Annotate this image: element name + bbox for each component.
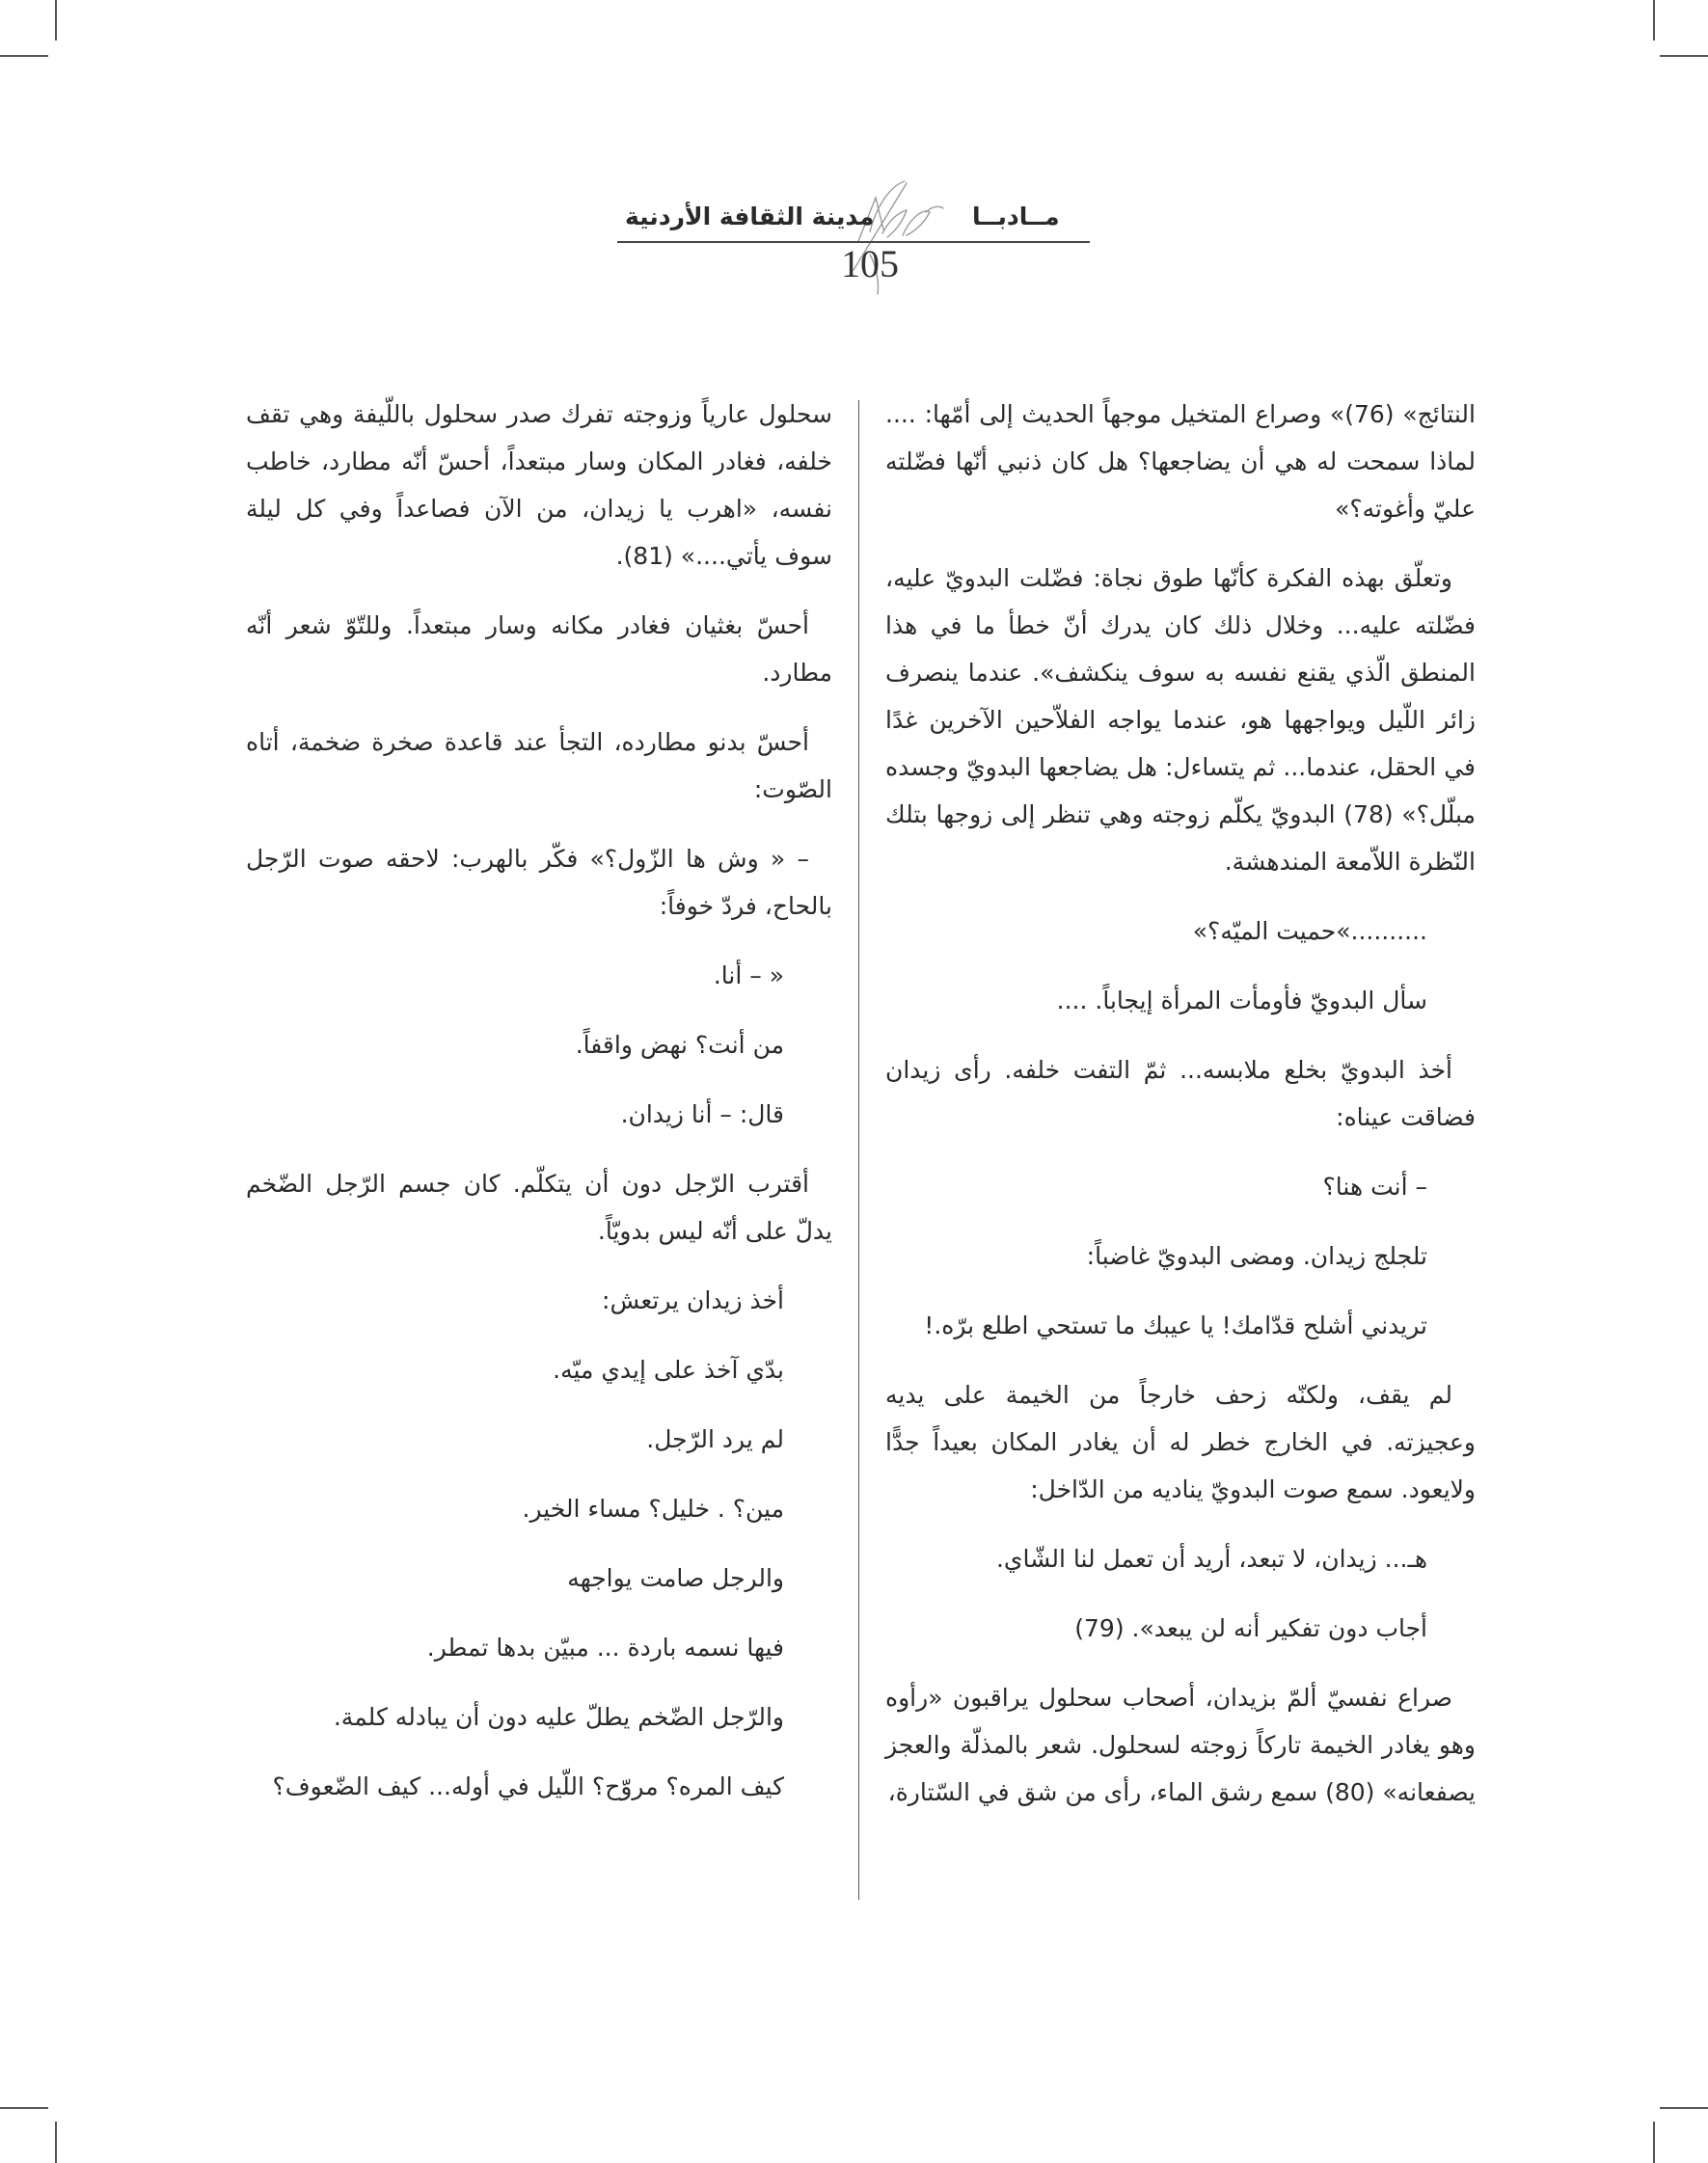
header-madaba-title: مــادبــا	[972, 203, 1060, 230]
paragraph: – أنت هنا؟	[1322, 1173, 1427, 1201]
paragraph: وتعلّق بهذه الفكرة كأنّها طوق نجاة: فضّلت البدويّ عليه، فضّلته عليه... وخلال ذلك كان يدرك أنّ خطأ ما في هذا المنطق الّذي يقنع نفسه به سوف ينكشف». عندما ينصرف زائر اللّيل ويواجهها هو، عندما يواجه الفلاّحين الآخرين غدًا في الحقل، عندما... ثم يتساءل: هل يضاجعها البدويّ وجسده مبلّل؟» (78) البدويّ يكلّم زوجته وهي تنظر إلى زوجها بتلك النّظرة اللاّمعة المندهشة.	[885, 564, 1476, 876]
paragraph: لم يقف، ولكنّه زحف خارجاً من الخيمة على يديه وعجيزته. في الخارج خطر له أن يغادر المكان بعيداً جدًّا ولايعود. سمع صوت البدويّ يناديه من الدّاخل:	[885, 1381, 1476, 1503]
crop-mark	[55, 2122, 57, 2163]
crop-mark	[1660, 55, 1708, 57]
crop-mark	[1660, 2107, 1708, 2109]
paragraph: سأل البدويّ فأومأت المرأة إيجاباً. ....	[1056, 987, 1427, 1014]
header-city-title: مدينة الثقافة الأردنية	[625, 203, 875, 230]
paragraph: سحلول عارياً وزوجته تفرك صدر سحلول باللّيفة وهي تقف خلفه، فغادر المكان وسار مبتعداً، أحسّ أنّه مطارد، خاطب نفسه، «اهرب يا زيدان، من الآن فصاعداً وفي كل ليلة سوف يأتي....» (81).	[246, 400, 832, 570]
running-header	[617, 174, 1099, 328]
paragraph: فيها نسمه باردة ... مبيّن بدها تمطر.	[426, 1634, 784, 1662]
paragraph: هـ... زيدان، لا تبعد، أريد أن تعمل لنا الشّاي.	[995, 1545, 1427, 1573]
right-text-column	[885, 391, 1476, 1838]
paragraph: صراع نفسيّ ألمّ بزيدان، أصحاب سحلول يراقبون «رأوه وهو يغادر الخيمة تاركاً زوجته لسحلول. شعر بالمذلّة والعجز يصفعانه» (80) سمع رشق الماء، رأى من شق في السّتارة،	[885, 1684, 1476, 1806]
crop-mark	[0, 55, 48, 57]
paragraph: مين؟ . خليل؟ مساء الخير.	[522, 1495, 784, 1523]
paragraph: تلجلج زيدان. ومضى البدويّ غاضباً:	[1086, 1242, 1427, 1270]
paragraph: أخذ البدويّ بخلع ملابسه... ثمّ التفت خلفه. رأى زيدان فضاقت عيناه:	[885, 1056, 1476, 1131]
paragraph: والرّجل الضّخم يطلّ عليه دون أن يبادله كلمة.	[333, 1703, 784, 1731]
paragraph: قال: – أنا زيدان.	[620, 1100, 784, 1128]
paragraph: بدّي آخذ على إيدي ميّه.	[553, 1356, 784, 1384]
paragraph: أحسّ بدنو مطارده، التجأ عند قاعدة صخرة ضخمة، أتاه الصّوت:	[246, 728, 832, 803]
paragraph: ..........»حميت الميّه؟»	[1192, 917, 1427, 945]
paragraph: والرجل صامت يواجهه	[567, 1564, 784, 1592]
paragraph: النتائج» (76)» وصراع المتخيل موجهاً الحديث إلى أمّها: .... لماذا سمحت له هي أن يضاجعها؟ هل كان ذنبي أنّها فضّلته عليّ وأغوته؟»	[885, 400, 1476, 523]
paragraph: من أنت؟ نهض واقفاً.	[575, 1031, 784, 1059]
paragraph: كيف المره؟ مروّح؟ اللّيل في أوله... كيف الضّعوف؟	[272, 1772, 784, 1800]
paragraph: أخذ زيدان يرتعش:	[602, 1286, 784, 1314]
paragraph: – « وش ها الزّول؟» فكّر بالهرب: لاحقه صوت الرّجل بالحاح، فردّ خوفاً:	[246, 845, 832, 920]
crop-mark	[0, 2107, 48, 2109]
crop-mark	[1653, 0, 1655, 41]
left-text-column	[246, 391, 832, 1832]
page-number: 105	[841, 242, 899, 285]
paragraph: « – أنا.	[713, 961, 784, 989]
column-separator	[858, 400, 859, 1900]
paragraph: تريدني أشلح قدّامك! يا عيبك ما تستحي اطلع برّه.!	[924, 1311, 1427, 1339]
crop-mark	[55, 0, 57, 41]
paragraph: أحسّ بغثيان فغادر مكانه وسار مبتعداً. وللتّوّ شعر أنّه مطارد.	[246, 611, 832, 687]
paragraph: لم يرد الرّجل.	[646, 1425, 784, 1453]
paragraph: أقترب الرّجل دون أن يتكلّم. كان جسم الرّجل الضّخم يدلّ على أنّه ليس بدويّاً.	[246, 1170, 832, 1245]
crop-mark	[1653, 2122, 1655, 2163]
paragraph: أجاب دون تفكير أنه لن يبعد». (79)	[1074, 1614, 1427, 1642]
